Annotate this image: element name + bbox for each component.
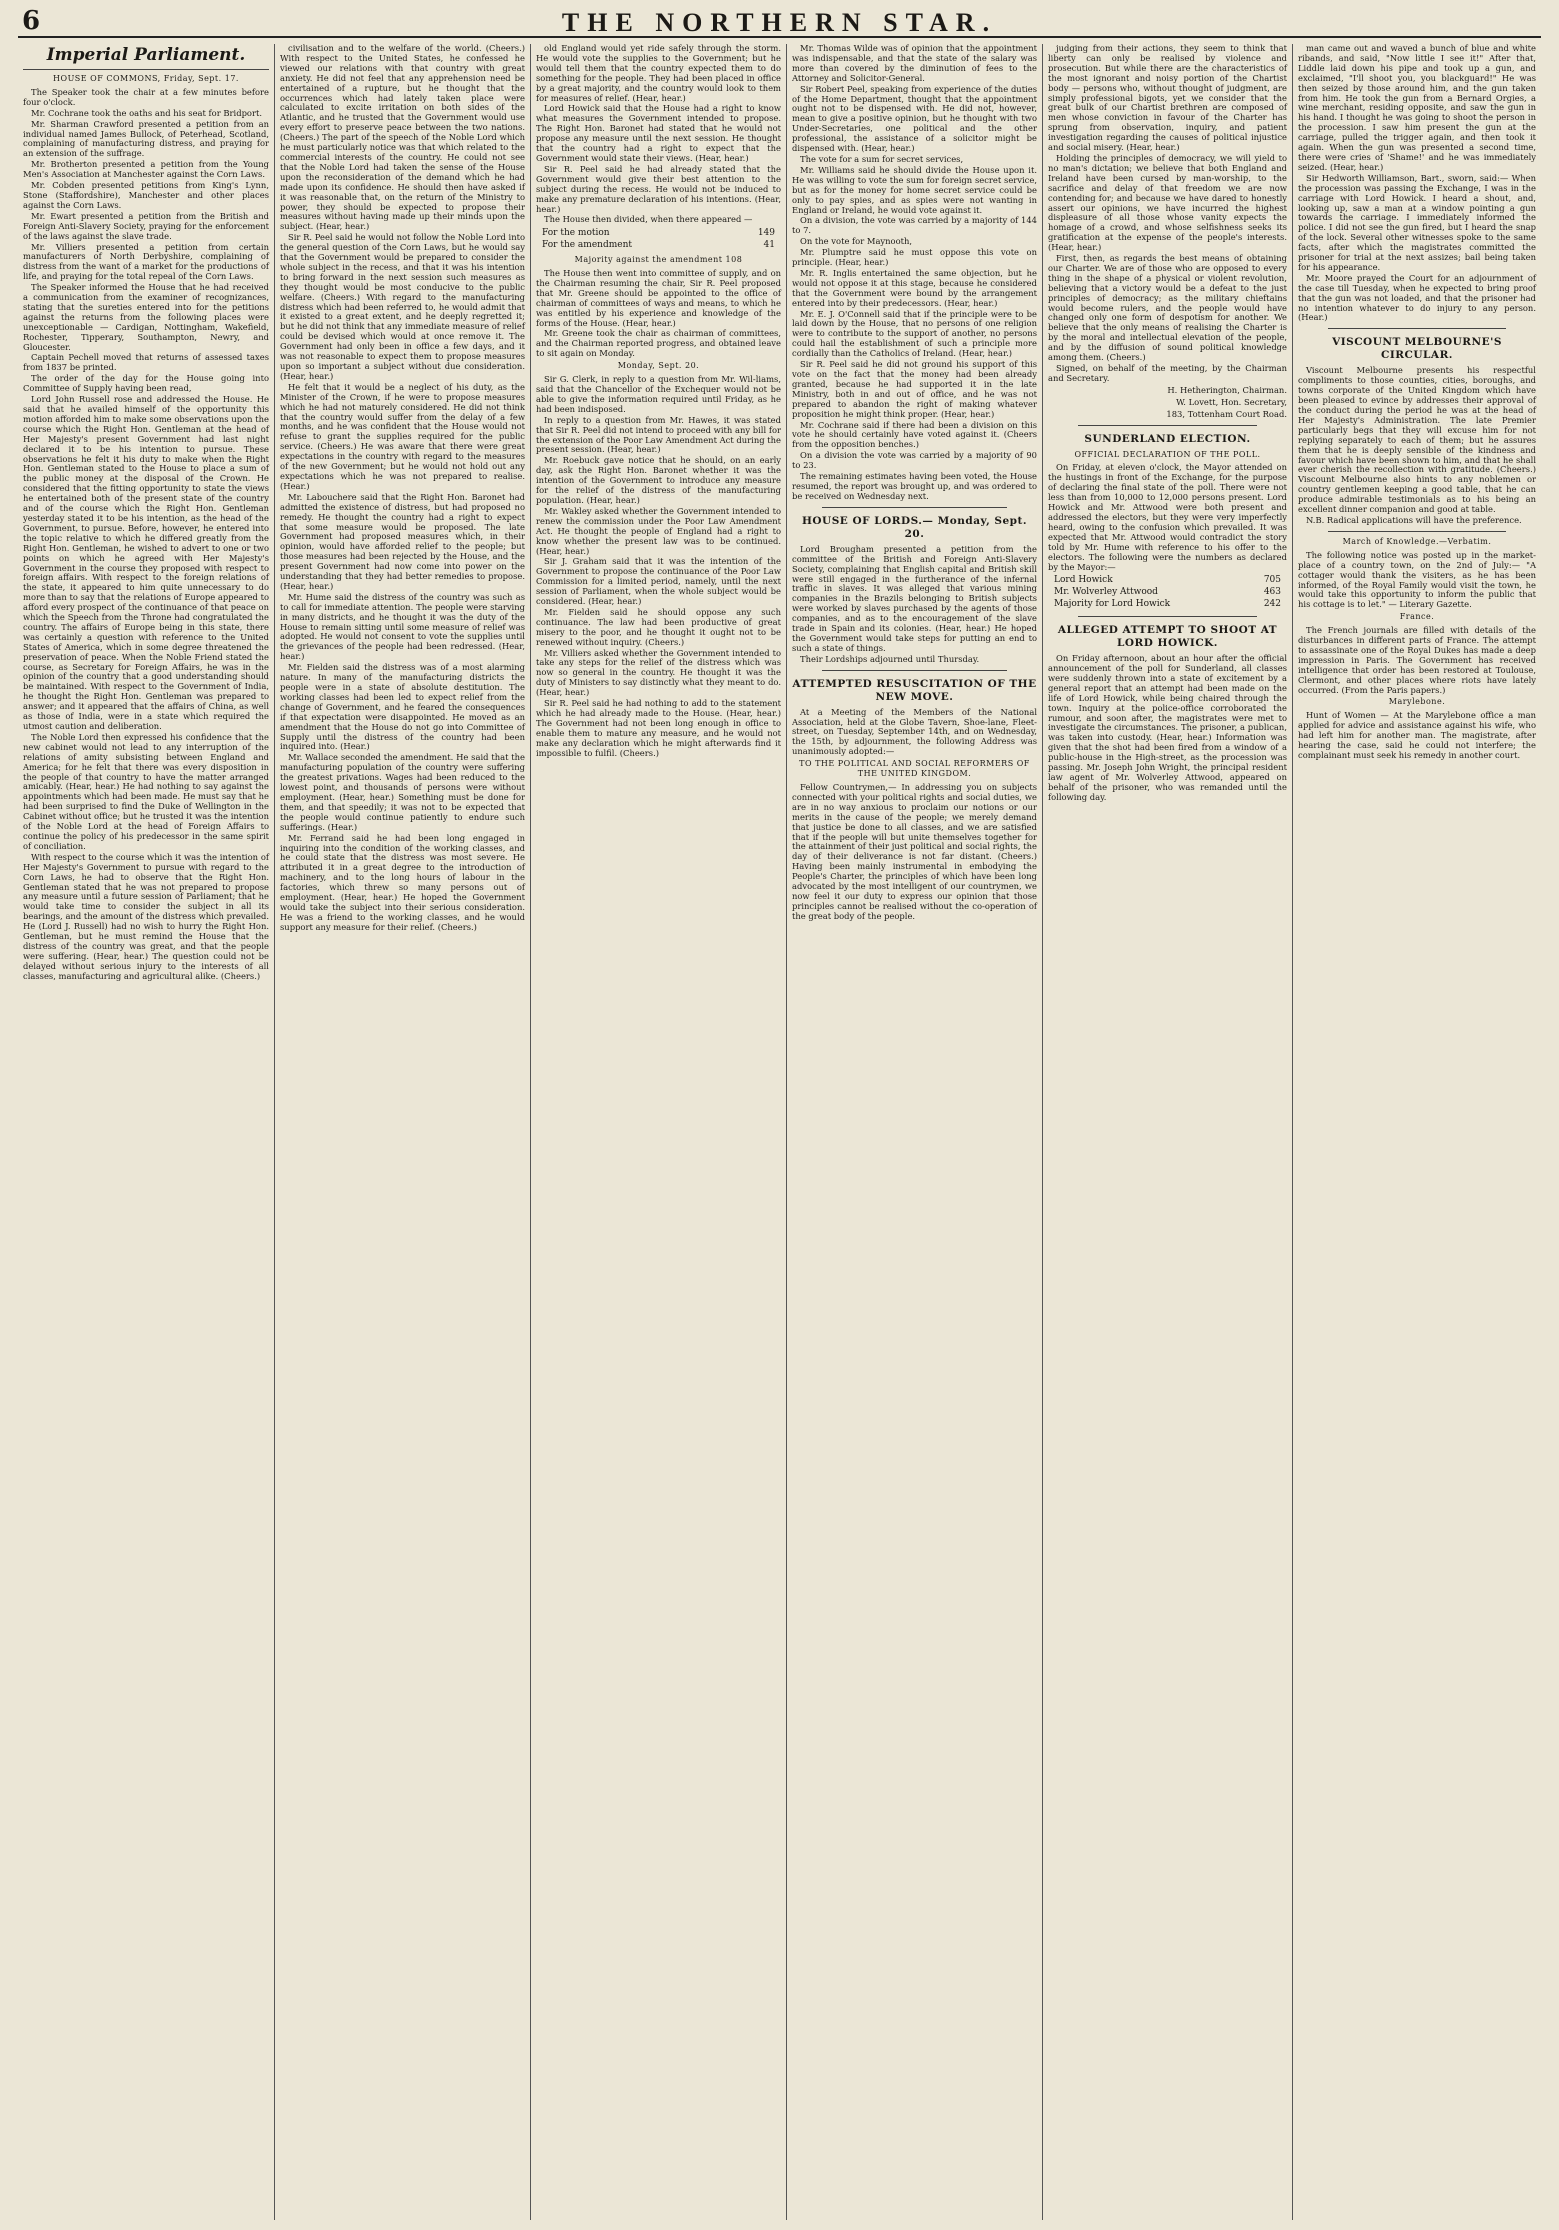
sitting-heading: HOUSE OF COMMONS, Friday, Sept. 17.	[53, 74, 239, 83]
article-heading: March of Knowledge.—Verbatim.	[1342, 536, 1492, 546]
poll-label: Mr. Wolverley Attwood	[1054, 587, 1158, 598]
division-value: 149	[757, 228, 775, 239]
paragraph: Mr. Ewart presented a petition from the British and Foreign Anti-Slavery Society, praying for the enforcement of the laws against the slave trade.	[23, 210, 269, 241]
column-3	[530, 44, 786, 2220]
paragraph: N.B. Radical applications will have the preference.	[1306, 514, 1522, 525]
paragraph: Fellow Countrymen,— In addressing you on subjects connected with your political rights and social duties, we are in no way anxious to proclaim our notions or our merits in the cause of the people; we merely demand that justice be done to all classes, and we are satisfied that if the people will but unite themselves together for the attainment of their just political and social rights, the day of their deliverance is not far distant. (Cheers.) Having been mainly instrumental in embodying the People's Charter, the principles of which have been long advocated by the most intelligent of our countrymen, we now feel it our duty to express our opinion that those principles cannot be realised without the co-operation of the great body of the people.	[792, 782, 1037, 921]
division-label: For the motion	[542, 228, 610, 239]
paragraph: civilisation and to the welfare of the world. (Cheers.) With respect to the United States, he confessed he viewed our relations with that country with great anxiety. He did not feel that any apprehension need be entertained of a rupture, but he thought that the occurrences which had lately taken place were calculated to excite irritation on both sides of the Atlantic, and he trusted that the Government would use every effort to preserve peace between the two nations. (Cheers.) The part of the speech of the Noble Lord which he must particularly notice was that which related to the commercial interests of the country. He could not see that the Noble Lord had taken the sense of the House upon the reconsideration of the demand which he had made upon its confidence. He should then have asked if it was reasonable that, on the return of the Ministry to power, they should be expected to propose their measures without having made up their minds upon the subject. (Hear, hear.)	[280, 44, 525, 232]
paragraph: Mr. E. J. O'Connell said that if the principle were to be laid down by the House, that no persons of one religion were to contribute to the support of another, no persons could hail the establishment of such a principle more cordially than the Catholics of Ireland. (Hear, hear.)	[792, 308, 1037, 359]
columns	[18, 44, 1541, 2220]
article-heading: ATTEMPTED RESUSCITATION OF THE NEW MOVE.	[792, 677, 1037, 703]
article-subheading: OFFICIAL DECLARATION OF THE POLL.	[1074, 449, 1261, 459]
paper-title: THE NORTHERN STAR.	[561, 8, 998, 37]
paragraph: Mr. Villiers presented a petition from certain manufacturers of North Derbyshire, complaining of distress from the want of a market for the productions of life, and praying for the total repeal of the Corn Laws.	[23, 241, 269, 282]
column-2	[274, 44, 530, 2220]
paragraph: Mr. Greene took the chair as chairman of committees, and the Chairman reported progress, and obtained leave to sit again on Monday.	[536, 328, 781, 359]
lords-heading: HOUSE OF LORDS.— Monday, Sept. 20.	[801, 514, 1028, 540]
paragraph: Signed, on behalf of the meeting, by the Chairman and Secretary.	[1048, 363, 1287, 383]
paragraph: Mr. Plumptre said he must oppose this vote on principle. (Hear, hear.)	[792, 247, 1037, 268]
poll-value: 463	[1263, 587, 1281, 598]
paragraph: Mr. Ferrand said he had been long engaged in inquiring into the condition of the working classes, and he could state that the distress was most severe. He attributed it in a great degree to the introduction of machinery, and to the long hours of labour in the factories, which threw so many persons out of employment. (Hear, hear.) He hoped the Government would take the subject into their serious consideration. He was a friend to the working classes, and he would support any measure for their relief. (Cheers.)	[280, 832, 525, 932]
masthead	[18, 6, 1541, 38]
section-title: Imperial Parliament.	[23, 44, 269, 70]
paragraph: At a Meeting of the Members of the National Association, held at the Globe Tavern, Shoe-lane, Fleet-street, on Tuesday, September 14th, and on Wednesday, the 15th, by adjournment, the following Address was unanimously adopted:—	[792, 706, 1037, 757]
paragraph: The order of the day for the House going into Committee of Supply having been read,	[23, 373, 269, 394]
division-row	[536, 240, 781, 252]
paragraph: Mr. Wallace seconded the amendment. He said that the manufacturing population of the country were suffering the greatest privations. Wages had been reduced to the lowest point, and thousands of persons were without employment. (Hear, hear.) Something must be done for them, and that speedily; it was not to be expected that the people would continue patiently to endure such sufferings. (Hear.)	[280, 752, 525, 832]
paragraph: In reply to a question from Mr. Hawes, it was stated that Sir R. Peel did not intend to proceed with any bill for the extension of the Poor Law Amendment Act during the present session. (Hear, hear.)	[536, 414, 781, 455]
paragraph: Mr. Moore prayed the Court for an adjournment of the case till Tuesday, when he expected to bring proof that the gun was not loaded, and that the prisoner had no intention whatever to do injury to any person. (Hear.)	[1298, 272, 1536, 323]
page-number: 6	[22, 6, 41, 36]
paragraph: Hunt of Women — At the Marylebone office a man applied for advice and assistance against his wife, who had left him for another man. The magistrate, after hearing the case, said he could not interfere; the complainant must seek his remedy in another court.	[1298, 710, 1536, 760]
paragraph: judging from their actions, they seem to think that liberty can only be realised by violence and prosecution. But while there are the characteristics of the most ignorant and noisy portion of the Chartist body — persons who, without thought of judgment, are simply professional bigots, yet we consider that the great bulk of our Chartist brethren are composed of men whose conviction in favour of the Charter has sprung from observation, inquiry, and patient investigation regarding the causes of political injustice and social misery. (Hear, hear.)	[1048, 44, 1287, 153]
paragraph: The vote for a sum for secret services,	[800, 153, 964, 164]
paragraph: Mr. Hume said the distress of the country was such as to call for immediate attention. The people were starving in many districts, and he thought it was the duty of the House to remain sitting until some measure of relief was adopted. He would not consent to vote the supplies until the grievances of the people had been redressed. (Hear, hear.)	[280, 591, 525, 662]
divider	[1328, 328, 1506, 329]
article-heading: VISCOUNT MELBOURNE'S CIRCULAR.	[1332, 336, 1502, 362]
divider	[822, 670, 1007, 671]
sitting-heading: Monday, Sept. 20.	[617, 361, 700, 371]
paragraph: old England would yet ride safely through the storm. He would vote the supplies to the Government; but he would tell them that the country expected them to do something for the people. They had been placed in office by a great majority, and the country would look to them for measures of relief. (Hear, hear.)	[536, 44, 781, 103]
paragraph: Mr. Fielden said the distress was of a most alarming nature. In many of the manufacturing districts the people were in a state of absolute destitution. The working classes had been led to expect relief from the change of Government, and he feared the consequences if that expectation were disappointed. He moved as an amendment that the House do not go into Committee of Supply until the distress of the country had been inquired into. (Hear.)	[280, 662, 525, 752]
paragraph: Lord Howick said that the House had a right to know what measures the Government intended to propose. The Right Hon. Baronet had stated that he would not propose any measure until the next session. He thought that the country had a right to expect that the Government would state their views. (Hear, hear.)	[536, 103, 781, 163]
address-heading: TO THE POLITICAL AND SOCIAL REFORMERS OF THE UNITED KINGDOM.	[799, 759, 1030, 779]
paragraph: The Speaker informed the House that he had received a communication from the examiner of recognizances, stating that the sureties entered into for the petitions against the returns from the following places were unexceptionable — Cardigan, Nottingham, Wakefield, Rochester, Tipperary, Southampton, Newry, and Gloucester.	[23, 282, 269, 352]
paragraph: Mr. Williams said he should divide the House upon it. He was willing to vote the sum for foreign secret service, but as for the money for home secret service could be only to pay spies, and as spies were not wanting in England or Ireland, he would vote against it.	[792, 164, 1037, 215]
paragraph: man came out and waved a bunch of blue and white ribands, and said, "Now little I see it!" After that, Liddle laid down his pipe and took up a gun, and exclaimed, "I'll shoot you, you blackguard!" He was then seized by those around him, and the gun taken from him. He took the gun from a Bernard Orgies, a wine merchant, residing opposite, and saw the gun in his hand. I thought he was going to shoot the person in the procession. I saw him present the gun at the carriage, pulled the trigger again, and then took it again. When the gun was presented a second time, there were cries of 'Shame!' and he was immediately seized. (Hear, hear.)	[1298, 44, 1536, 172]
article-heading: SUNDERLAND ELECTION.	[1084, 432, 1251, 445]
paragraph: Mr. Sharman Crawford presented a petition from an individual named James Bullock, of Peterhead, Scotland, complaining of manufacturing distress, and praying for an extension of the suffrage.	[23, 118, 269, 159]
column-4	[786, 44, 1042, 2220]
poll-label: Lord Howick	[1054, 575, 1113, 586]
paragraph: With respect to the course which it was the intention of Her Majesty's Government to pursue with regard to the Corn Laws, he had to observe that the Right Hon. Gentleman stated that he was not prepared to propose any measure until a future session of Parliament; that he would take time to consider the subject in all its bearings, and the amount of the distress which prevailed. He (Lord J. Russell) had no wish to hurry the Right Hon. Gentleman, but he must remind the House that the distress of the country was great, and that the people were suffering. (Hear, hear.) The question could not be delayed without serious injury to the interests of all classes, manufacturing and agricultural alike. (Cheers.)	[23, 851, 269, 981]
column-1	[18, 44, 274, 2220]
paragraph: The Noble Lord then expressed his confidence that the new cabinet would not lead to any interruption of the relations of amity subsisting between England and America; for he felt that there was every disposition in the people of that country to have the matter arranged amicably. (Hear, hear.) He had nothing to say against the appointments which had been made. He must say that he had been surprised to find the Duke of Wellington in the Cabinet without office; but he trusted it was the intention of the Noble Lord at the head of Foreign Affairs to continue the policy of his predecessor in the same spirit of conciliation.	[23, 731, 269, 851]
column-5	[1042, 44, 1292, 2220]
article-heading: France.	[1399, 612, 1435, 622]
paragraph: Mr. Villiers asked whether the Government intended to take any steps for the relief of the distress which was now so general in the country. He thought it was the duty of Ministers to say distinctly what they meant to do. (Hear, hear.)	[536, 647, 781, 698]
signature-line: H. Hetherington, Chairman.	[1167, 384, 1287, 395]
paragraph: Sir Robert Peel, speaking from experience of the duties of the Home Department, thought that the appointment ought not to be dispensed with. He did not, however, mean to give a positive opinion, but he thought with two Under-Secretaries, one political and the other professional, the assistance of a solicitor might be dispensed with. (Hear, hear.)	[792, 83, 1037, 154]
paragraph: Lord Brougham presented a petition from the committee of the British and Foreign Anti-Slavery Society, complaining that English capital and British skill were still engaged in the furtherance of the infernal traffic in slaves. It was alleged that various mining companies in the Brazils belonging to British subjects were worked by slaves purchased by the agents of those companies, and as to the encouragement of the slave trade in Spain and its colonies. (Hear, hear.) He hoped the Government would take steps for putting an end to such a state of things.	[792, 543, 1037, 653]
paragraph: Sir R. Peel said he had already stated that the Government would give their best attention to the subject during the recess. He would not be induced to make any premature declaration of his intentions. (Hear, hear.)	[536, 163, 781, 214]
division-table	[536, 228, 781, 252]
paragraph: On a division, the vote was carried by a majority of 144 to 7.	[792, 215, 1037, 236]
paragraph: Mr. Fielden said he should oppose any such continuance. The law had been productive of great misery to the poor, and he thought it ought not to be renewed without inquiry. (Cheers.)	[536, 606, 781, 647]
paragraph: The following notice was posted up in the market-place of a country town, on the 2nd of July:— "A cottager would thank the visiters, as he has been informed, of the Royal Family would visit the town, he would take this opportunity to inform the public that his cottage is to let." — Literary Gazette.	[1298, 549, 1536, 610]
paragraph: Lord John Russell rose and addressed the House. He said that he availed himself of the opportunity this motion afforded him to make some observations upon the course which the Right Hon. Gentleman at the head of Her Majesty's present Government had last night declared it to be his intention to pursue. These observations he felt it his duty to make when the Right Hon. Gentleman stated to the House to place a sum of the public money at the disposal of the Crown. He considered that the fitting opportunity to state the views he entertained both of the present state of the country and of the course which the Right Hon. Gentleman yesterday stated it to be his intention, as the head of the Government, to pursue. Before, however, he entered into the topic relative to which he differed greatly from the Right Hon. Gentleman, he wished to advert to one or two points on which he agreed with Her Majesty's Government in the course they proposed with respect to foreign affairs. With respect to the foreign relations of the state, it appeared to him quite unnecessary to do more than to say that the relations of Europe appeared to afford every prospect of the continuance of that peace on which the Speech from the Throne had congratulated the country. The affairs of Europe being in this state, there was certainly a question with reference to the United States of America, which in some degree threatened the preservation of peace. When the Noble Friend stated the course, as Secretary for Foreign Affairs, he was in the opinion of the country that a good understanding should be maintained. With respect to the Government of India, he thought the Right Hon. Gentleman was prepared to answer; and it appeared that the affairs of China, as well as those of India, were in a state which required the utmost caution and deliberation.	[23, 394, 269, 731]
poll-row	[1048, 575, 1287, 587]
signature-line: 183, Tottenham Court Road.	[1166, 408, 1287, 419]
paragraph: The House then went into committee of supply, and on the Chairman resuming the chair, Sir R. Peel proposed that Mr. Greene should be appointed to the office of chairman of committees of ways and means, to which he was entitled by his experience and knowledge of the forms of the House. (Hear, hear.)	[536, 268, 781, 328]
paragraph: Their Lordships adjourned until Thursday.	[800, 653, 980, 664]
paragraph: Sir J. Graham said that it was the intention of the Government to propose the continuance of the Poor Law Commission for a limited period, namely, until the next session of Parliament, when the whole subject would be considered. (Hear, hear.)	[536, 556, 781, 607]
poll-table	[1048, 575, 1287, 611]
paragraph: Mr. Cochrane took the oaths and his seat for Bridport.	[31, 107, 263, 118]
paragraph: The Speaker took the chair at a few minutes before four o'clock.	[23, 86, 269, 107]
paragraph: Holding the principles of democracy, we will yield to no man's dictation; we believe that both England and Ireland have been cursed by man-worship, to the sacrifice and delay of that freedom we are now contending for; and because we have dared to honestly assert our opinions, we have incurred the highest displeasure of all those whose vanity expects the homage of a crowd, and whose selfishness seeks its gratification at the expense of the people's interests. (Hear, hear.)	[1048, 152, 1287, 253]
poll-majority-row	[1048, 599, 1287, 611]
poll-value: 705	[1263, 575, 1281, 586]
article-heading: ALLEGED ATTEMPT TO SHOOT AT LORD HOWICK.	[1057, 624, 1278, 650]
division-majority: Majority against the amendment 108	[574, 255, 743, 265]
paragraph: First, then, as regards the best means of obtaining our Charter. We are of those who are opposed to every thing in the shape of a physical or violent revolution, believing that a victory would be a defeat to the just principles of democracy; as the military chieftains would become rulers, and the people would have changed only one form of despotism for another. We believe that the only means of realising the Charter is by the moral and intellectual elevation of the people, and by the diffusion of sound political knowledge among them. (Cheers.)	[1048, 253, 1287, 363]
paragraph: On Friday afternoon, about an hour after the official announcement of the poll for Sunderland, all classes were suddenly thrown into a state of excitement by a general report that an attempt had been made on the life of Lord Howick, while being chaired through the town. Inquiry at the police-office corroborated the rumour, and soon after, the magistrates were met to investigate the circumstances. The prisoner, a publican, was taken into custody. (Hear, hear.) Information was given that the shot had been fired from a window of a public-house in the High-street, as the procession was passing. Mr. Joseph John Wright, the principal resident law agent of Mr. Wolverley Attwood, appeared on behalf of the prisoner, who was remanded until the following day.	[1048, 653, 1287, 802]
poll-row	[1048, 587, 1287, 599]
paragraph: Mr. Roebuck gave notice that he should, on an early day, ask the Right Hon. Baronet whether it was the intention of the Government to introduce any measure for the relief of the distress of the manufacturing population. (Hear, hear.)	[536, 455, 781, 505]
paragraph: Mr. Thomas Wilde was of opinion that the appointment was indispensable, and that the state of the salary was more than covered by the diminution of fees to the Attorney and Solicitor-General.	[792, 44, 1037, 83]
paragraph: Sir Hedworth Williamson, Bart., sworn, said:— When the procession was passing the Exchange, I was in the carriage with Lord Howick. I heard a shout, and, looking up, saw a man at a window pointing a gun towards the carriage. I immediately informed the police. I did not see the gun fired, but I heard the snap of the lock. Several other witnesses spoke to the same facts, after which the magistrates committed the prisoner for trial at the next assizes; bail being taken for his appearance.	[1298, 172, 1536, 272]
paragraph: Mr. Brotherton presented a petition from the Young Men's Association at Manchester against the Corn Laws.	[23, 159, 269, 180]
paragraph: The House then divided, when there appeared —	[544, 214, 753, 225]
column-6	[1292, 44, 1541, 2220]
paragraph: Mr. R. Inglis entertained the same objection, but he would not oppose it at this stage, because he considered that the Government were bound by the arrangement entered into by their predecessors. (Hear, hear.)	[792, 267, 1037, 308]
paragraph: Mr. Labouchere said that the Right Hon. Baronet had admitted the existence of distress, but had proposed no remedy. He thought the country had a right to expect that some measure would be proposed. The late Government had proposed measures which, in their opinion, would have afforded relief to the people; but those measures had been rejected by the House, and the present Government had now come into power on the understanding that they had better remedies to propose. (Hear, hear.)	[280, 491, 525, 591]
paragraph: Viscount Melbourne presents his respectful compliments to those counties, cities, boroughs, and towns corporate of the United Kingdom which have been pleased to evince by addresses their approval of the conduct during the period he was at the head of Her Majesty's Administration. The late Premier particularly begs that they will excuse him for not replying separately to each of them; but he assures them that he is deeply sensible of the kindness and favour which have been shown to him, and that he shall ever cherish the recollection with gratitude. (Cheers.) Viscount Melbourne also hints to any noblemen or country gentlemen keeping a good table, that he can produce admirable testimonials as to his being an excellent dinner companion and good at table.	[1298, 365, 1536, 515]
paragraph: Mr. Cobden presented petitions from King's Lynn, Stone (Staffordshire), Manchester and other places against the Corn Laws.	[23, 180, 269, 210]
divider	[1078, 425, 1257, 426]
paragraph: On the vote for Maynooth,	[800, 236, 913, 247]
article-heading: Marylebone.	[1388, 697, 1446, 707]
paragraph: Sir R. Peel said he would not follow the Noble Lord into the general question of the Corn Laws, but he would say that the Government would be prepared to consider the whole subject in the recess, and that it was his intention to bring forward in the next session such measures as they thought would be most conducive to the public welfare. (Cheers.) With regard to the manufacturing distress which had been referred to, he would admit that it existed to a great extent, and he deeply regretted it; but he did not think that any immediate measure of relief could be devised which would at once remove it. The Government had only been in office a few days, and it was not reasonable to expect them to propose measures upon so important a subject without due consideration. (Hear, hear.)	[280, 232, 525, 381]
paragraph: Captain Pechell moved that returns of assessed taxes from 1837 be printed.	[23, 352, 269, 373]
paragraph: Sir R. Peel said he had nothing to add to the statement which he had already made to the House. (Hear, hear.) The Government had not been long enough in office to enable them to mature any measure, and he would not make any declaration which he might afterwards find it impossible to fulfil. (Cheers.)	[536, 698, 781, 758]
paragraph: Sir G. Clerk, in reply to a question from Mr. Wil-liams, said that the Chancellor of the Exchequer would not be able to give the information required until Friday, as he had been indisposed.	[536, 374, 781, 414]
divider	[1328, 531, 1506, 532]
divider	[1078, 616, 1257, 617]
division-label: For the amendment	[542, 240, 632, 251]
divider	[822, 507, 1007, 508]
signature-line: W. Lovett, Hon. Secretary,	[1176, 396, 1287, 407]
paragraph: He felt that it would be a neglect of his duty, as the Minister of the Crown, if he were to propose measures which he had not maturely considered. He did not think that the country would suffer from the delay of a few months, and he was confident that the House would not refuse to grant the supplies required for the public service. (Cheers.) He was aware that there were great expectations in the country with regard to the measures of the new Government; but he would not hold out any expectations which he was not prepared to realise. (Hear.)	[280, 381, 525, 491]
division-row	[536, 228, 781, 240]
poll-label: Majority for Lord Howick	[1054, 599, 1171, 610]
division-value: 41	[763, 240, 775, 251]
paragraph: The remaining estimates having been voted, the House resumed, the report was brought up, and was ordered to be received on Wednesday next.	[792, 471, 1037, 501]
paragraph: Mr. Cochrane said if there had been a division on this vote he should certainly have voted against it. (Cheers from the opposition benches.)	[792, 419, 1037, 450]
paragraph: On Friday, at eleven o'clock, the Mayor attended on the hustings in front of the Exchange, for the purpose of declaring the final state of the poll. There were not less than from 10,000 to 12,000 persons present. Lord Howick and Mr. Attwood were both present and addressed the electors, but they were very imperfectly heard, owing to the confusion which prevailed. It was expected that Mr. Attwood would contradict the story told by Mr. Hume with reference to his offer to the electors. The following were the numbers as declared by the Mayor:—	[1048, 462, 1287, 572]
poll-value: 242	[1263, 599, 1281, 610]
paragraph: Mr. Wakley asked whether the Government intended to renew the commission under the Poor Law Amendment Act. He thought the people of England had a right to know whether the present law was to be continued. (Hear, hear.)	[536, 505, 781, 556]
paragraph: Sir R. Peel said he did not ground his support of this vote on the fact that the money had been already granted, because he had supported it in the late Ministry, both in and out of office, and he was not prepared to abandon the right of making whatever proposition he might think proper. (Hear, hear.)	[792, 359, 1037, 419]
paragraph: On a division the vote was carried by a majority of 90 to 23.	[792, 450, 1037, 471]
paragraph: The French journals are filled with details of the disturbances in different parts of France. The attempt to assassinate one of the Royal Dukes has made a deep impression in Paris. The Government has received intelligence that order has been restored at Toulouse, Clermont, and other places where riots have lately occurred. (From the Paris papers.)	[1298, 625, 1536, 695]
